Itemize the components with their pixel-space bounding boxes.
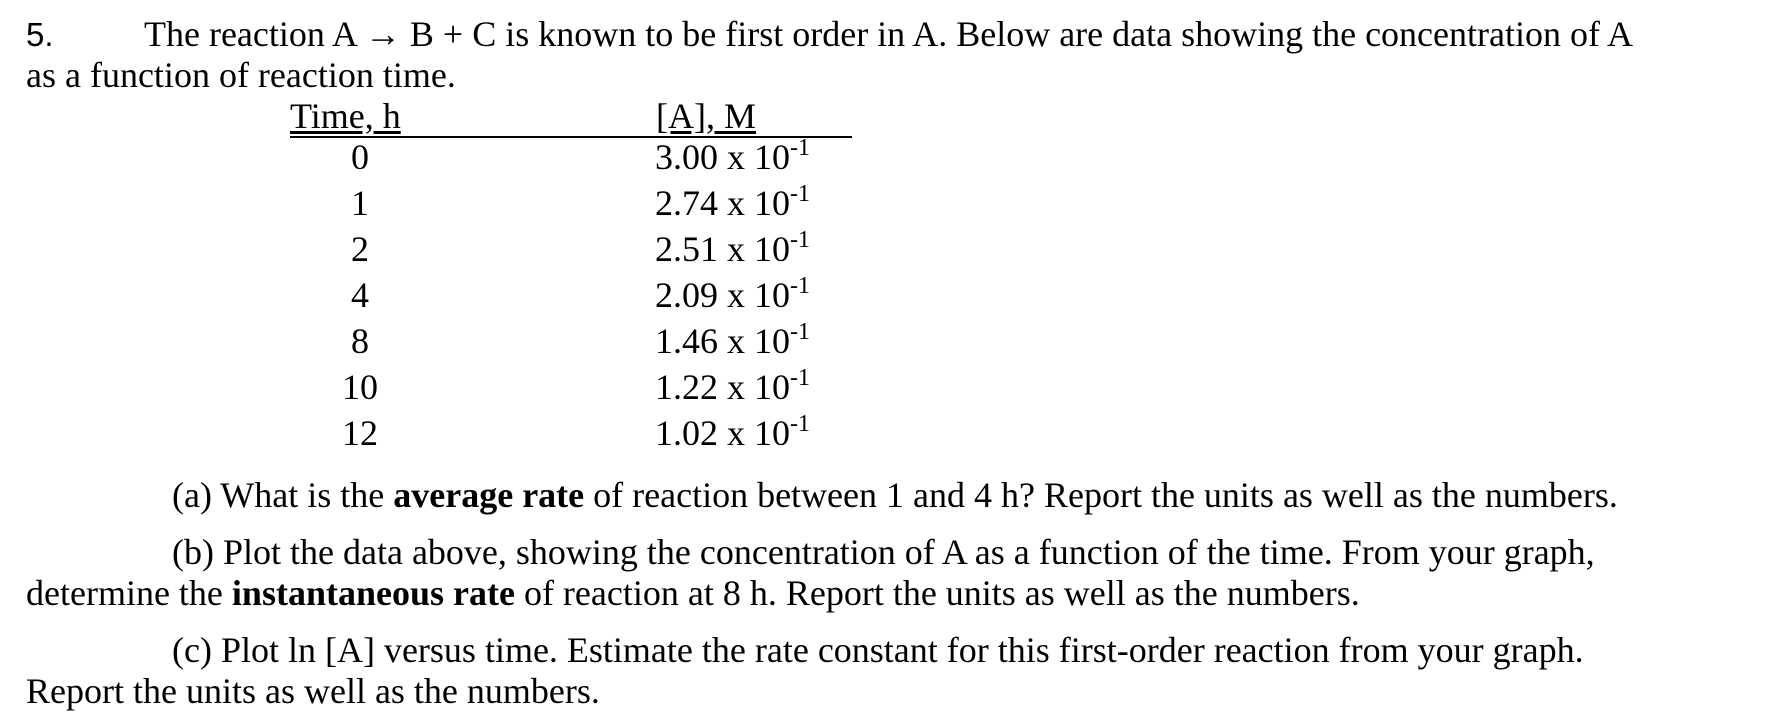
concentration-column-header: [A], M: [656, 96, 756, 136]
table-row: [0, 321, 900, 367]
concentration-cell: 2.74 x $10^{-1}$: [655, 181, 810, 223]
question-number: 5.: [26, 16, 54, 53]
part-a: (a) What is the average rate of reaction between 1 and 4 h? Report the units as well as the numbers.: [172, 475, 1618, 515]
time-cell: 4: [351, 275, 369, 315]
concentration-cell: 1.22 x $10^{-1}$: [655, 365, 810, 407]
table-row: [0, 275, 900, 321]
table-row: [0, 413, 900, 459]
question-intro-text: The reaction A → B + C is known to be first order in A. Below are data showing the concentration of A: [144, 14, 1633, 54]
part-b-line-2: determine the instantaneous rate of reaction at 8 h. Report the units as well as the numbers.: [26, 573, 1360, 613]
concentration-cell: 2.09 x $10^{-1}$: [655, 273, 810, 315]
question-line-2: as a function of reaction time.: [26, 55, 456, 95]
time-cell: 10: [342, 367, 378, 407]
part-a-emphasis: average rate: [393, 475, 585, 515]
time-cell: 1: [351, 183, 369, 223]
table-row: [0, 229, 900, 275]
time-cell: 0: [351, 137, 369, 177]
concentration-cell: 3.00 x $10^{-1}$: [655, 135, 810, 177]
table-header: [290, 96, 852, 138]
part-b-line-1: (b) Plot the data above, showing the concentration of A as a function of the time. From your graph,: [172, 532, 1595, 572]
table-row: [0, 367, 900, 413]
part-c-line-2: Report the units as well as the numbers.: [26, 671, 600, 711]
time-cell: 2: [351, 229, 369, 269]
time-cell: 8: [351, 321, 369, 361]
time-column-header: Time, h: [290, 96, 401, 136]
concentration-cell: 1.46 x $10^{-1}$: [655, 319, 810, 361]
part-c-line-1: (c) Plot ln [A] versus time. Estimate the rate constant for this first-order reaction from your graph.: [172, 630, 1584, 670]
part-b-emphasis: instantaneous rate: [231, 573, 515, 613]
concentration-cell: 1.02 x $10^{-1}$: [655, 411, 810, 453]
table-row: [0, 183, 900, 229]
table-row: [0, 137, 900, 183]
concentration-cell: 2.51 x $10^{-1}$: [655, 227, 810, 269]
question-line-1: [26, 14, 1633, 55]
time-cell: 12: [342, 413, 378, 453]
